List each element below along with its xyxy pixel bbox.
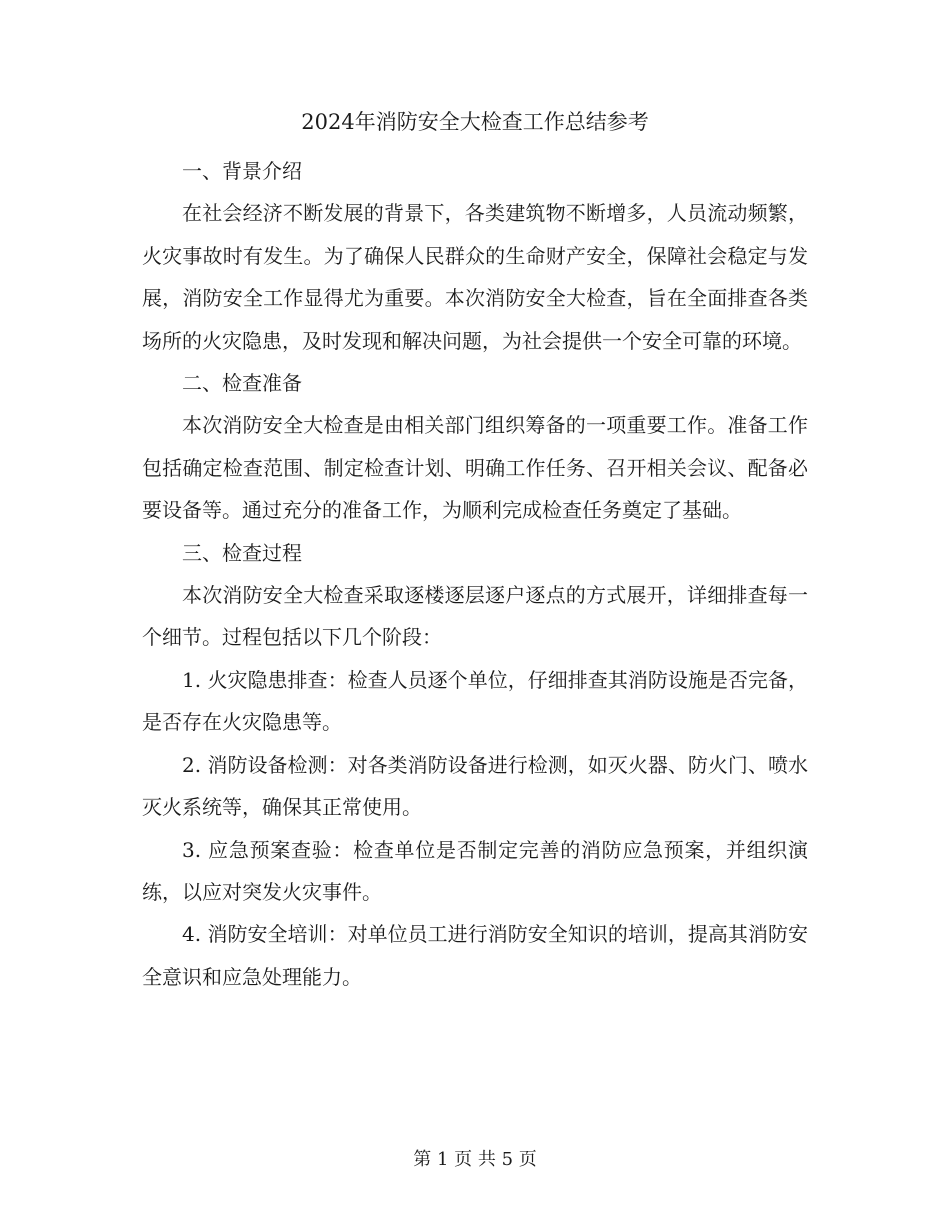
document-title: 2024年消防安全大检查工作总结参考 <box>301 110 649 134</box>
section-heading-process: 三、检查过程 <box>182 540 302 565</box>
paragraph-preparation: 本次消防安全大检查是由相关部门组织筹备的一项重要工作。准备工作包括确定检查范围、制定检查计划、明确工作任务、召开相关会议、配备必要设备等。通过充分的准备工作，为顺利完成检查任务奠定了基础。 <box>142 413 808 523</box>
list-item-equipment-testing: 2. 消防设备检测：对各类消防设备进行检测，如灭火器、防火门、喷水灭火系统等，确保其正常使用。 <box>142 752 808 820</box>
list-item-safety-training: 4. 消防安全培训：对单位员工进行消防安全知识的培训，提高其消防安全意识和应急处理能力。 <box>142 922 808 989</box>
page-number-footer: 第 1 页 共 5 页 <box>413 1149 537 1170</box>
paragraph-background: 在社会经济不断发展的背景下，各类建筑物不断增多，人员流动频繁，火灾事故时有发生。为了确保人民群众的生命财产安全，保障社会稳定与发展，消防安全工作显得尤为重要。本次消防安全大检查，旨在全面排查各类场所的火灾隐患，及时发现和解决问题，为社会提供一个安全可靠的环境。 <box>142 201 808 353</box>
document-body <box>142 150 808 998</box>
paragraph-process-intro: 本次消防安全大检查采取逐楼逐层逐户逐点的方式展开，详细排查每一个细节。过程包括以下几个阶段： <box>142 583 808 650</box>
list-item-emergency-plan: 3. 应急预案查验：检查单位是否制定完善的消防应急预案，并组织演练，以应对突发火灾事件。 <box>142 837 808 904</box>
list-item-hazard-inspection: 1. 火灾隐患排查：检查人员逐个单位，仔细排查其消防设施是否完备，是否存在火灾隐患等。 <box>142 667 808 735</box>
section-heading-preparation: 二、检查准备 <box>182 371 302 396</box>
section-heading-background: 一、背景介绍 <box>182 159 302 183</box>
